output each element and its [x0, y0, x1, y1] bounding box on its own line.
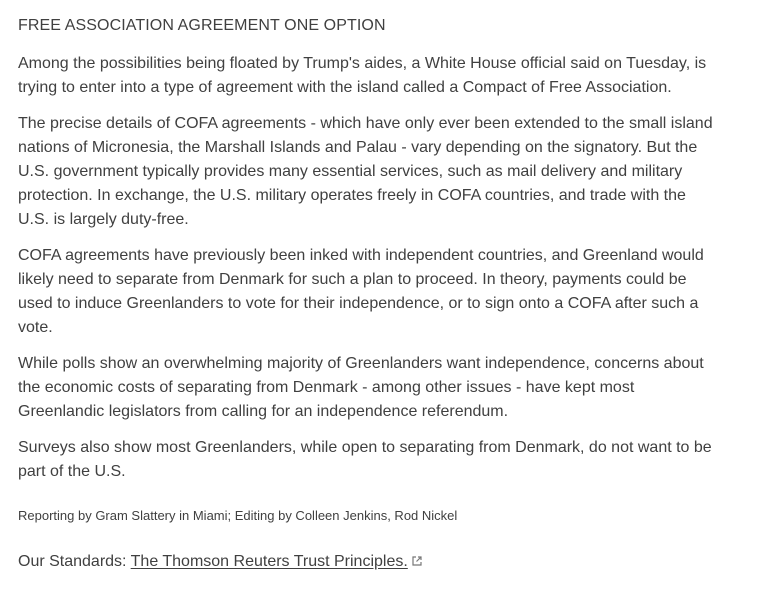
paragraph-3: COFA agreements have previously been inked with independent countries, and Greenland would likely need to separate from Denmark for such a plan to proceed. In theory, payments could be used to induce Greenlanders to vote for their independence, or to sign onto a COFA after such a vote.: [18, 247, 704, 336]
standards-label: Our Standards:: [18, 553, 131, 570]
paragraph-1: Among the possibilities being floated by Trump's aides, a White House official said on Tuesday, is trying to enter into a type of agreement with the island called a Compact of Free Association.: [18, 55, 707, 96]
paragraph-2: The precise details of COFA agreements - which have only ever been extended to the small island nations of Micronesia, the Marshall Islands and Palau - vary depending on the signatory. But the U.S. government typically provides many essential services, such as mail delivery and military protection. In exchange, the U.S. military operates freely in COFA countries, and trade with the U.S. is largely duty-free.: [18, 115, 713, 228]
trust-principles-link[interactable]: [131, 553, 408, 570]
standards-line: [18, 550, 718, 574]
reporting-credit: Reporting by Gram Slattery in Miami; Editing by Colleen Jenkins, Rod Nickel: [18, 508, 458, 523]
paragraph-5: Surveys also show most Greenlanders, while open to separating from Denmark, do not want to be part of the U.S.: [18, 439, 712, 480]
external-link-icon[interactable]: [411, 555, 423, 567]
paragraph-4: While polls show an overwhelming majority of Greenlanders want independence, concerns about the economic costs of separating from Denmark - among other issues - have kept most Greenlandic legislators from calling for an independence referendum.: [18, 355, 704, 420]
article-body: [18, 14, 718, 574]
section-heading: FREE ASSOCIATION AGREEMENT ONE OPTION: [18, 17, 386, 34]
trust-principles-link-text[interactable]: The Thomson Reuters Trust Principles.: [130, 553, 408, 570]
